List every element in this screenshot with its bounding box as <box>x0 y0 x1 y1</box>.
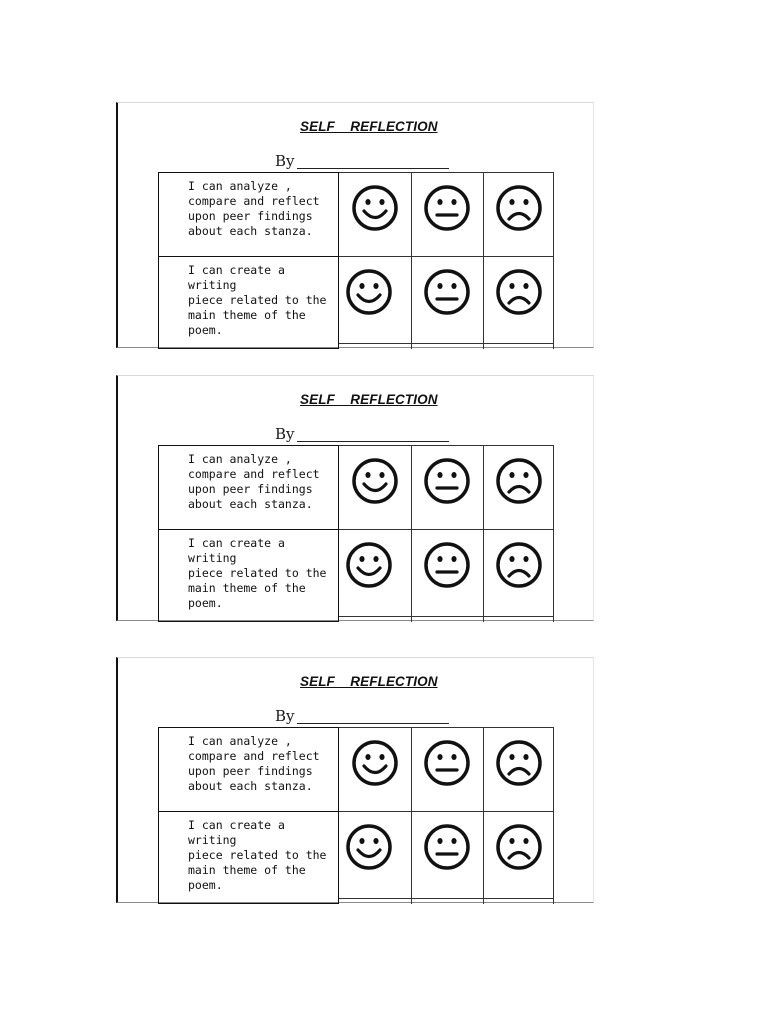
grid-divider <box>339 256 554 257</box>
name-blank-field[interactable] <box>297 154 449 169</box>
by-line <box>275 709 449 724</box>
smiley-face-icon[interactable] <box>351 739 399 787</box>
sad-face-icon[interactable] <box>495 184 543 232</box>
neutral-face-icon[interactable] <box>423 184 471 232</box>
statement-cell-create <box>158 812 339 904</box>
grid-divider <box>339 811 554 812</box>
grid-divider <box>411 172 412 349</box>
statement-cell-analyze <box>158 172 339 257</box>
sad-face-icon[interactable] <box>495 541 543 589</box>
grid-divider <box>339 616 554 617</box>
reflection-card-3 <box>116 657 594 903</box>
statement-cell-create <box>158 257 339 349</box>
grid-divider <box>483 727 484 904</box>
grid-divider <box>339 172 554 173</box>
smiley-face-icon[interactable] <box>345 268 393 316</box>
reflection-card-1 <box>116 102 594 348</box>
statement-cell-create <box>158 530 339 622</box>
smiley-face-icon[interactable] <box>345 541 393 589</box>
by-line <box>275 427 449 442</box>
grid-divider <box>339 898 554 899</box>
by-label: By <box>275 152 295 170</box>
smiley-face-icon[interactable] <box>351 457 399 505</box>
by-line <box>275 154 449 169</box>
by-label: By <box>275 425 295 443</box>
card-title: SELF REFLECTION <box>300 392 438 407</box>
sad-face-icon[interactable] <box>495 823 543 871</box>
reflection-grid <box>158 172 554 349</box>
statement-text: I can create a writing piece related to the main theme of the poem. <box>188 263 327 337</box>
statement-text: I can create a writing piece related to the main theme of the poem. <box>188 818 327 892</box>
grid-divider <box>483 172 484 349</box>
grid-divider <box>553 445 554 622</box>
smiley-face-icon[interactable] <box>351 184 399 232</box>
by-label: By <box>275 707 295 725</box>
faces-grid <box>339 172 554 349</box>
sad-face-icon[interactable] <box>495 457 543 505</box>
neutral-face-icon[interactable] <box>423 541 471 589</box>
neutral-face-icon[interactable] <box>423 739 471 787</box>
statement-text: I can analyze , compare and reflect upon peer findings about each stanza. <box>188 734 320 793</box>
reflection-grid <box>158 727 554 904</box>
smiley-face-icon[interactable] <box>345 823 393 871</box>
statement-text: I can create a writing piece related to the main theme of the poem. <box>188 536 327 610</box>
sad-face-icon[interactable] <box>495 268 543 316</box>
statement-text: I can analyze , compare and reflect upon peer findings about each stanza. <box>188 179 320 238</box>
grid-divider <box>553 172 554 349</box>
statement-cell-analyze <box>158 445 339 530</box>
neutral-face-icon[interactable] <box>423 457 471 505</box>
card-title: SELF REFLECTION <box>300 674 438 689</box>
card-title: SELF REFLECTION <box>300 119 438 134</box>
sad-face-icon[interactable] <box>495 739 543 787</box>
grid-divider <box>411 727 412 904</box>
neutral-face-icon[interactable] <box>423 823 471 871</box>
grid-divider <box>483 445 484 622</box>
grid-divider <box>339 445 554 446</box>
neutral-face-icon[interactable] <box>423 268 471 316</box>
grid-divider <box>411 445 412 622</box>
grid-divider <box>339 727 554 728</box>
statement-cell-analyze <box>158 727 339 812</box>
grid-divider <box>339 529 554 530</box>
name-blank-field[interactable] <box>297 427 449 442</box>
reflection-card-2 <box>116 375 594 621</box>
grid-divider <box>553 727 554 904</box>
grid-divider <box>339 343 554 344</box>
faces-grid <box>339 445 554 622</box>
reflection-grid <box>158 445 554 622</box>
name-blank-field[interactable] <box>297 709 449 724</box>
statement-text: I can analyze , compare and reflect upon peer findings about each stanza. <box>188 452 320 511</box>
faces-grid <box>339 727 554 904</box>
